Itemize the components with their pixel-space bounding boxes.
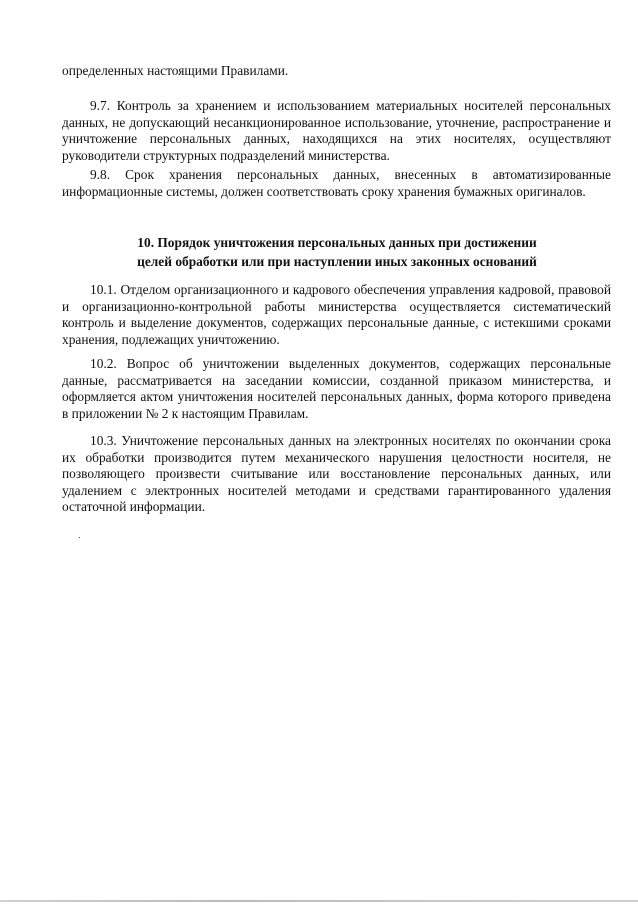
section-heading-line-1: 10. Порядок уничтожения персональных данных при достижении [137,235,537,250]
paragraph-9-7: 9.7. Контроль за хранением и использованием материальных носителей персональных данных, не допускающий несанкционированное использование, уточнение, распространение и уничтожение персональных данных, находящихся на этих носителях, осуществляют руководители структурных подразделений министерства. [62,98,611,163]
paragraph-9-8: 9.8. Срок хранения персональных данных, внесенных в автоматизированные информационные системы, должен соответствовать сроку хранения бумажных оригиналов. [62,167,611,199]
section-heading-line-2: целей обработки или при наступлении иных законных оснований [137,253,537,269]
paragraph-10-3: 10.3. Уничтожение персональных данных на электронных носителях по окончании срока их обработки производится путем механического нарушения целостности носителя, не позволяющего произвести считывание или восстановление персональных данных, или удалением с электронных носителей методами и средствами гарантированного удаления остаточной информации. [62,433,611,515]
paragraph-10-1: 10.1. Отделом организационного и кадрового обеспечения управления кадровой, правовой и организационно-контрольной работы министерства осуществляется систематический контроль и выделение документов, содержащих персональные данные, с истекшими сроками хранения, подлежащих уничтожению. [62,282,611,347]
continuation-line: определенных настоящими Правилами. [62,63,289,78]
paragraph-10-2: 10.2. Вопрос об уничтожении выделенных документов, содержащих персональные данные, рассматривается на заседании комиссии, созданной приказом министерства, и оформляется актом уничтожения носителей персональных данных, форма которого приведена в приложении № 2 к настоящим Правилам. [62,356,611,421]
section-heading [95,234,579,271]
scan-speck [79,537,80,538]
scan-bottom-edge [0,900,638,902]
